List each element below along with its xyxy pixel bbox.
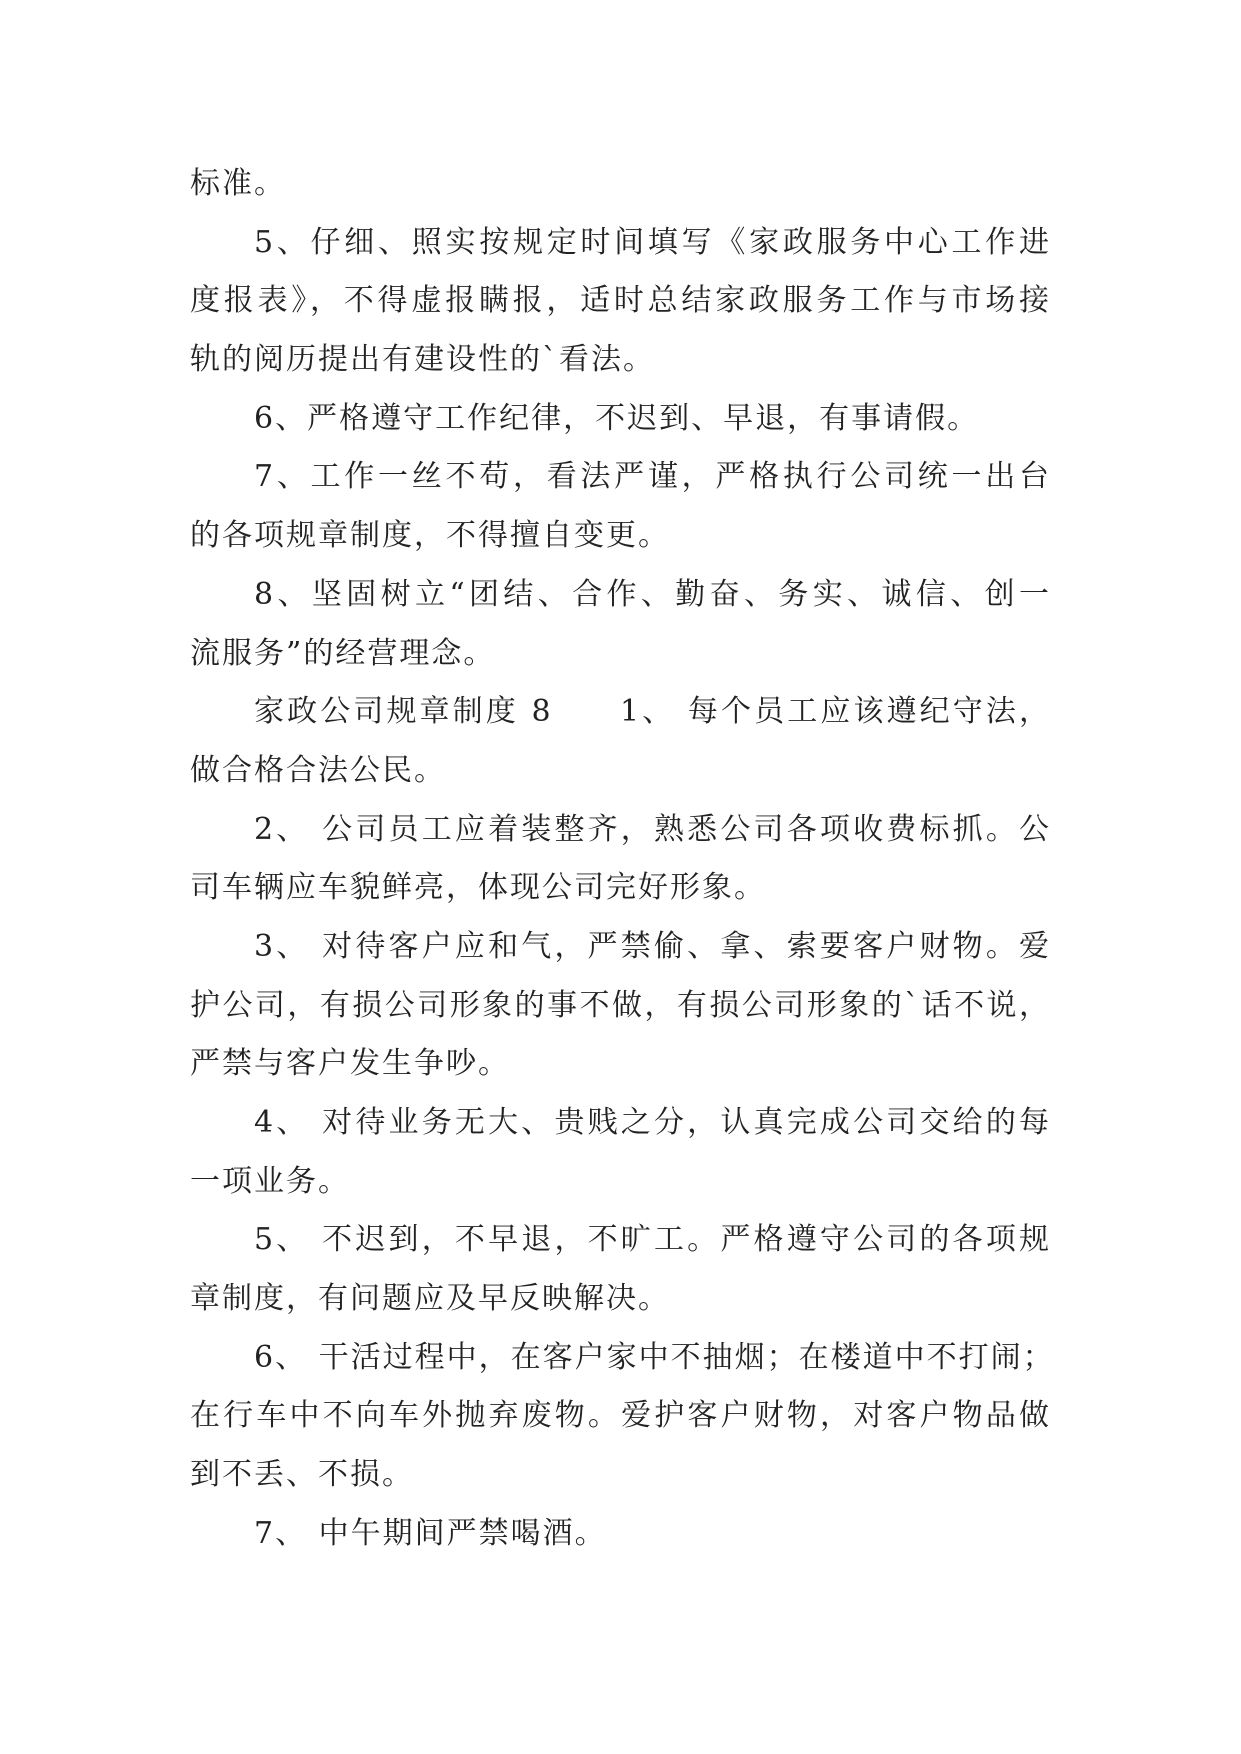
text-line: 一项业务。 <box>190 1163 350 1199</box>
text-line: 司车辆应车貌鲜亮，体现公司完好形象。 <box>190 870 766 906</box>
text-line: 3、 对待客户应和气，严禁偷、拿、索要客户财物。爱 <box>254 928 1051 964</box>
text-line: 标准。 <box>190 166 286 201</box>
text-line: 7、 中午期间严禁喝酒。 <box>254 1515 607 1551</box>
paragraph <box>190 801 1051 918</box>
text-line: 家政公司规章制度 8 1、 每个员工应该遵纪守法， <box>254 694 1051 730</box>
text-line: 8、坚固树立“团结、合作、勤奋、务实、诚信、创一 <box>254 576 1051 612</box>
document-body <box>190 155 1055 1564</box>
paragraph <box>190 390 1051 449</box>
text-line: 4、 对待业务无大、贵贱之分，认真完成公司交给的每 <box>254 1105 1051 1140</box>
paragraph <box>190 1329 1055 1505</box>
text-line: 7、工作一丝不苟，看法严谨，严格执行公司统一出台 <box>254 459 1051 495</box>
text-line: 5、 不迟到，不早退，不旷工。严格遵守公司的各项规 <box>254 1222 1051 1258</box>
paragraph <box>190 214 1051 390</box>
text-line: 度报表》，不得虚报瞒报，适时总结家政服务工作与市场接 <box>190 283 1051 319</box>
text-line: 2、 公司员工应着装整齐，熟悉公司各项收费标抓。公 <box>254 811 1051 847</box>
paragraph <box>190 448 1051 565</box>
text-line: 流服务”的经营理念。 <box>190 635 496 671</box>
text-line: 6、 干活过程中，在客户家中不抽烟；在楼道中不打闹； <box>254 1339 1055 1375</box>
paragraph <box>190 566 1051 683</box>
text-line: 到不丢、不损。 <box>190 1457 414 1493</box>
paragraph <box>190 683 1051 800</box>
text-line: 轨的阅历提出有建设性的`看法。 <box>190 342 655 378</box>
text-line: 章制度，有问题应及早反映解决。 <box>190 1281 670 1317</box>
text-line: 的各项规章制度，不得擅自变更。 <box>190 518 670 554</box>
text-line: 6、严格遵守工作纪律，不迟到、早退，有事请假。 <box>254 400 980 436</box>
paragraph <box>190 155 1051 214</box>
paragraph <box>190 918 1051 1094</box>
paragraph <box>190 1211 1051 1328</box>
text-line: 5、仔细、照实按规定时间填写《家政服务中心工作进 <box>254 224 1051 260</box>
paragraph <box>190 1505 1051 1564</box>
paragraph <box>190 1094 1051 1211</box>
text-line: 护公司，有损公司形象的事不做，有损公司形象的`话不说， <box>190 987 1051 1023</box>
text-line: 做合格合法公民。 <box>190 752 446 788</box>
text-line: 严禁与客户发生争吵。 <box>190 1046 510 1082</box>
text-line: 在行车中不向车外抛弃废物。爱护客户财物，对客户物品做 <box>190 1398 1051 1434</box>
